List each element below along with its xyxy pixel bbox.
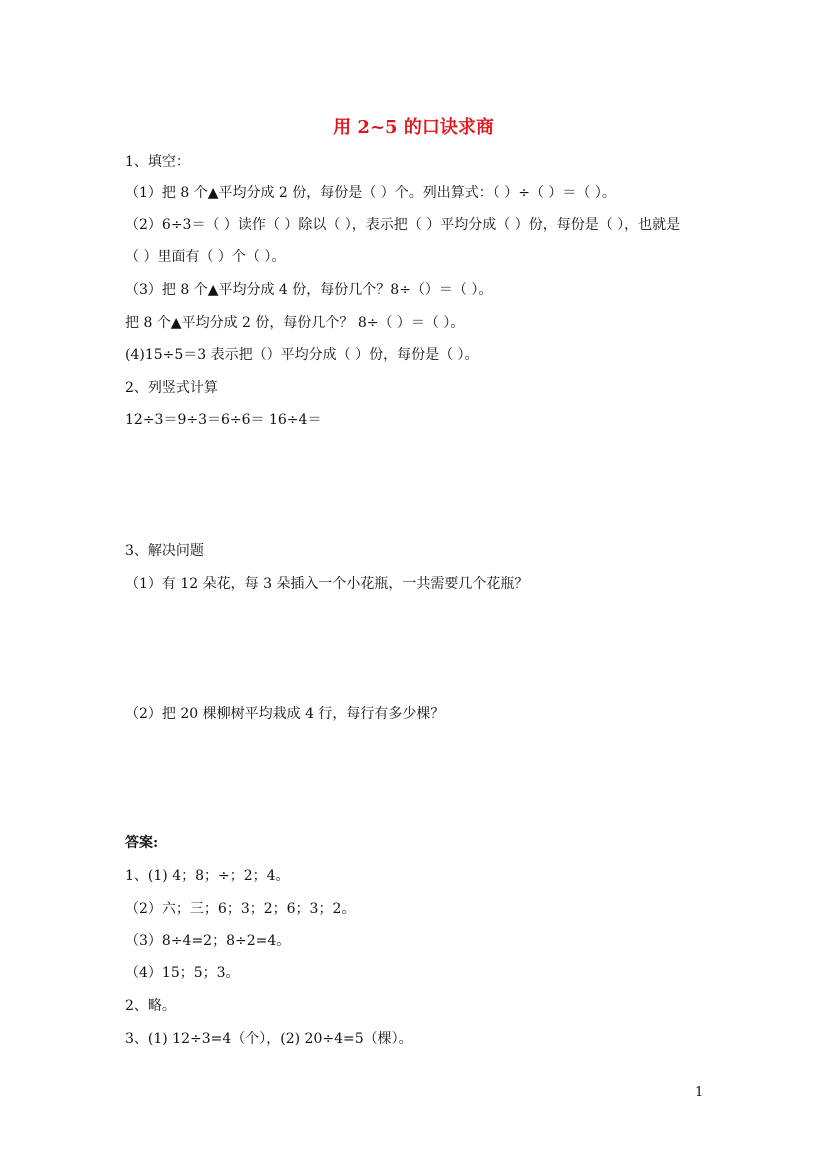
answer-line-5: 2、略。 xyxy=(125,998,176,1014)
q1-line-2: （2）6÷3＝（ ）读作（ ）除以（ ），表示把（ ）平均分成（ ）份，每份是（ ），也就是 xyxy=(125,217,681,233)
page-number: 1 xyxy=(695,1085,704,1100)
answer-line-4: （4）15；5；3。 xyxy=(125,965,240,981)
answer-line-2: （2）六；三；6；3；2；6；3；2。 xyxy=(125,901,356,917)
q1-heading: 1、填空： xyxy=(125,154,190,170)
answers-heading: 答案: xyxy=(125,835,159,851)
page-title: 用 2~5 的口诀求商 xyxy=(333,117,494,138)
q1-line-1: （1）把 8 个▲平均分成 2 份，每份是（ ）个。列出算式：（ ）÷（ ）＝（ ）。 xyxy=(125,185,616,201)
answer-line-3: （3）8÷4=2；8÷2=4。 xyxy=(125,933,291,949)
q1-line-6: (4)15÷5＝3 表示把（）平均分成（ ）份，每份是（ ）。 xyxy=(125,347,479,363)
q1-line-4: （3）把 8 个▲平均分成 4 份，每份几个？8÷（）＝（ ）。 xyxy=(125,282,493,298)
q3-problem-1: （1）有 12 朵花，每 3 朵插入一个小花瓶，一共需要几个花瓶？ xyxy=(125,576,529,592)
q3-problem-2: （2）把 20 棵柳树平均栽成 4 行，每行有多少棵？ xyxy=(125,706,445,722)
q1-line-3: （ ）里面有（ ）个（ ）。 xyxy=(125,249,286,265)
q1-line-5: 把 8 个▲平均分成 2 份，每份几个？ 8÷（ ）＝（ ）。 xyxy=(125,315,465,331)
answer-line-1: 1、(1) 4；8；÷；2；4。 xyxy=(125,868,290,884)
answer-line-6: 3、(1) 12÷3=4（个），(2) 20÷4=5（棵）。 xyxy=(125,1031,413,1047)
q3-heading: 3、解决问题 xyxy=(125,543,204,559)
q2-line: 12÷3＝9÷3＝6÷6＝ 16÷4＝ xyxy=(125,412,322,428)
q2-heading: 2、列竖式计算 xyxy=(125,380,218,396)
